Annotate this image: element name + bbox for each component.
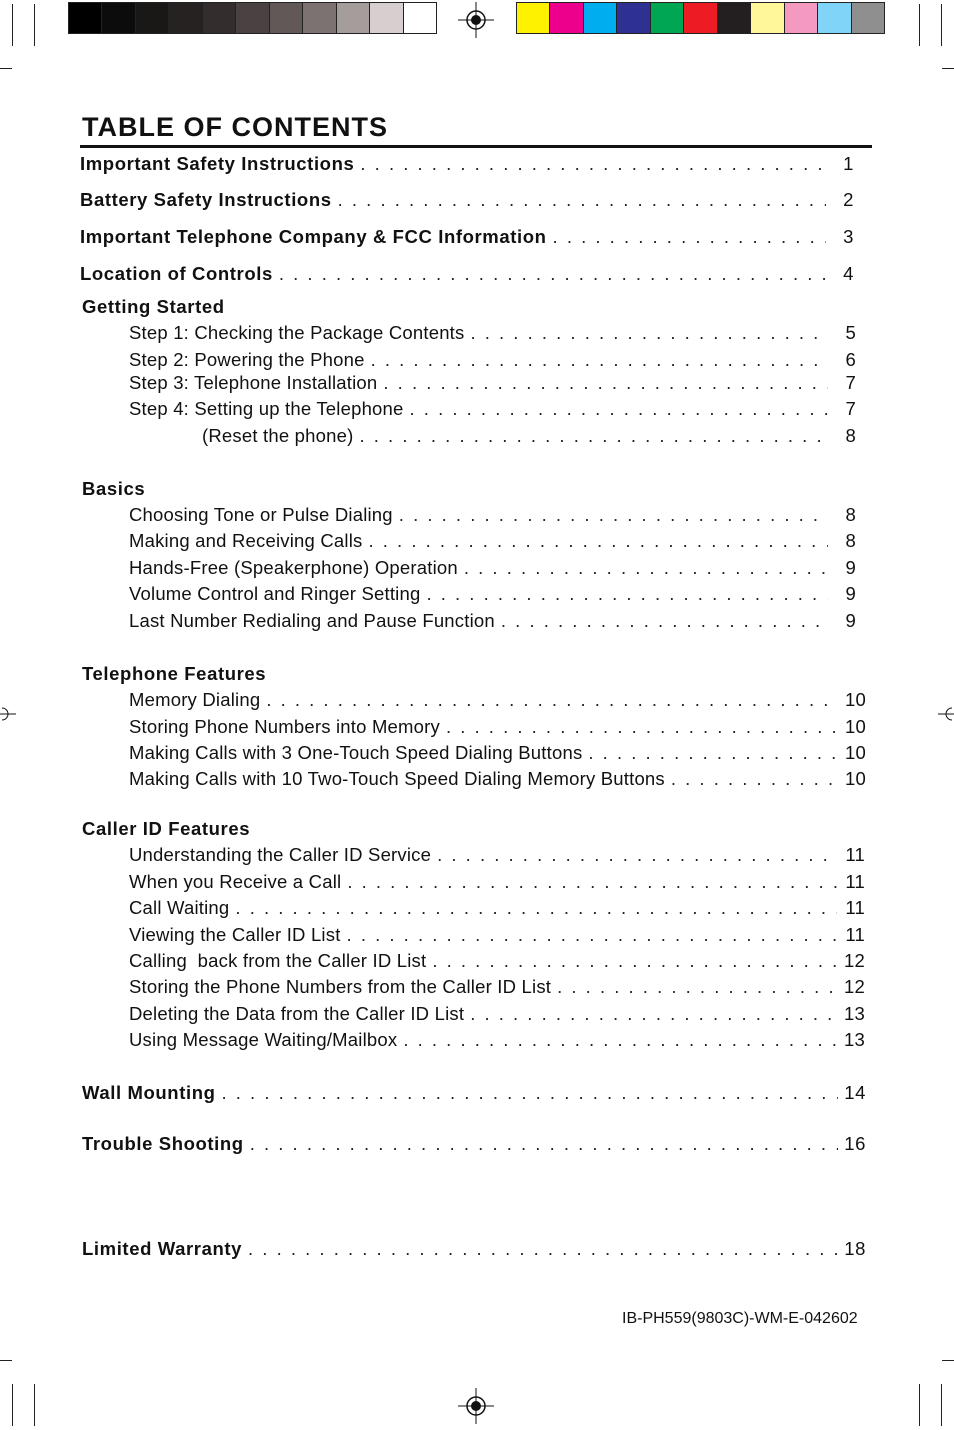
- toc-page-number: 11: [845, 871, 865, 892]
- swatch: [751, 3, 784, 33]
- swatch: [785, 3, 818, 33]
- toc-entry-wall-mounting[interactable]: [82, 1081, 866, 1105]
- swatch: [718, 3, 751, 33]
- toc-entry[interactable]: [129, 348, 856, 372]
- leader-dots: [501, 609, 828, 633]
- leader-dots: [338, 188, 826, 212]
- toc-entry[interactable]: [129, 896, 865, 920]
- toc-entry-label: Making and Receiving Calls: [129, 530, 363, 551]
- section-heading-telephone-features: Telephone Features: [82, 663, 267, 684]
- leader-dots: [250, 1132, 838, 1156]
- swatch: [69, 3, 102, 33]
- toc-page-number: 14: [844, 1082, 866, 1103]
- swatch: [337, 3, 370, 33]
- toc-entry[interactable]: [129, 1028, 865, 1052]
- toc-page-number: 9: [845, 610, 856, 631]
- registration-mark-icon: [458, 1388, 494, 1424]
- toc-entry-location-of-controls[interactable]: [80, 262, 854, 286]
- swatch: [270, 3, 303, 33]
- toc-entry-label: Step 3: Telephone Installation: [129, 372, 378, 393]
- leader-dots: [553, 225, 826, 249]
- toc-entry[interactable]: [129, 529, 856, 553]
- toc-page-number: 12: [844, 950, 865, 971]
- toc-entry-trouble-shooting[interactable]: [82, 1132, 866, 1156]
- swatch: [550, 3, 583, 33]
- toc-entry-label: Memory Dialing: [129, 689, 261, 710]
- leader-dots: [557, 975, 837, 999]
- swatch: [617, 3, 650, 33]
- toc-page-number: 10: [845, 768, 866, 789]
- toc-page-number: 5: [845, 322, 856, 343]
- process-color-bar: [516, 2, 885, 34]
- grayscale-color-bar: [68, 2, 437, 34]
- toc-entry-label: Step 1: Checking the Package Contents: [129, 322, 465, 343]
- toc-entry[interactable]: [129, 1002, 865, 1026]
- section-heading-basics: Basics: [82, 478, 146, 499]
- crop-mark: [941, 4, 942, 46]
- toc-entry[interactable]: [129, 688, 866, 712]
- toc-page-number: 11: [845, 897, 865, 918]
- toc-entry-label: Battery Safety Instructions: [80, 189, 332, 210]
- toc-page-number: 8: [845, 425, 856, 446]
- toc-entry-label: When you Receive a Call: [129, 871, 342, 892]
- leader-dots: [248, 1237, 838, 1261]
- toc-page-number: 13: [844, 1029, 865, 1050]
- toc-page-number: 9: [845, 583, 856, 604]
- toc-entry[interactable]: [129, 741, 866, 765]
- leader-dots: [347, 870, 837, 894]
- swatch: [303, 3, 336, 33]
- page-title: TABLE OF CONTENTS: [82, 112, 388, 142]
- toc-entry-label: Hands-Free (Speakerphone) Operation: [129, 557, 458, 578]
- crop-mark: [12, 4, 13, 46]
- toc-entry-label: Call Waiting: [129, 897, 230, 918]
- toc-entry[interactable]: [129, 582, 856, 606]
- toc-page-number: 11: [845, 924, 865, 945]
- swatch: [651, 3, 684, 33]
- swatch: [102, 3, 135, 33]
- swatch: [370, 3, 403, 33]
- toc-entry[interactable]: [129, 371, 856, 395]
- toc-entry-label: Calling back from the Caller ID List: [129, 950, 427, 971]
- leader-dots: [403, 1028, 837, 1052]
- toc-entry-safety[interactable]: [80, 152, 854, 176]
- toc-entry-label: Understanding the Caller ID Service: [129, 844, 432, 865]
- toc-page-number: 10: [845, 742, 866, 763]
- toc-entry-label: Making Calls with 3 One-Touch Speed Dialing Buttons: [129, 742, 583, 763]
- swatch: [852, 3, 884, 33]
- toc-page-number: 16: [844, 1133, 866, 1154]
- crop-mark: [919, 4, 920, 46]
- toc-entry-label: Step 2: Powering the Phone: [129, 349, 365, 370]
- side-registration-mark-icon: [938, 706, 954, 722]
- crop-mark: [0, 1360, 12, 1361]
- toc-entry[interactable]: [202, 424, 856, 448]
- toc-entry-label: Viewing the Caller ID List: [129, 924, 341, 945]
- crop-mark: [919, 1384, 920, 1426]
- toc-page-number: 1: [843, 153, 854, 174]
- leader-dots: [368, 529, 828, 553]
- leader-dots: [383, 371, 828, 395]
- registration-mark-icon: [458, 2, 494, 38]
- leader-dots: [222, 1081, 839, 1105]
- toc-entry-battery-safety[interactable]: [80, 188, 854, 212]
- toc-entry[interactable]: [129, 975, 865, 999]
- leader-dots: [347, 923, 837, 947]
- toc-entry[interactable]: [129, 870, 865, 894]
- leader-dots: [410, 397, 828, 421]
- swatch: [404, 3, 436, 33]
- toc-page-number: 4: [843, 263, 854, 284]
- toc-entry-label: (Reset the phone): [202, 425, 354, 446]
- swatch: [684, 3, 717, 33]
- swatch: [236, 3, 269, 33]
- toc-entry-label: Choosing Tone or Pulse Dialing: [129, 504, 393, 525]
- toc-entry-label: Limited Warranty: [82, 1238, 243, 1259]
- document-code: IB-PH559(9803C)-WM-E-042602: [622, 1310, 858, 1327]
- toc-page-number: 8: [845, 530, 856, 551]
- toc-page-number: 11: [845, 844, 865, 865]
- toc-entry-label: Storing the Phone Numbers from the Caller ID List: [129, 976, 552, 997]
- swatch: [517, 3, 550, 33]
- title-underline: [80, 145, 872, 148]
- toc-entry[interactable]: [129, 767, 866, 791]
- leader-dots: [470, 321, 828, 345]
- toc-entry-label: Last Number Redialing and Pause Function: [129, 610, 495, 631]
- crop-mark: [12, 1384, 13, 1426]
- toc-page-number: 13: [844, 1003, 865, 1024]
- crop-mark: [34, 1384, 35, 1426]
- toc-entry[interactable]: [129, 923, 865, 947]
- leader-dots: [371, 348, 828, 372]
- leader-dots: [671, 767, 838, 791]
- swatch: [203, 3, 236, 33]
- leader-dots: [426, 582, 828, 606]
- toc-page-number: 12: [844, 976, 865, 997]
- toc-entry-label: Location of Controls: [80, 263, 273, 284]
- toc-page-number: 8: [845, 504, 856, 525]
- leader-dots: [360, 152, 826, 176]
- toc-entry-label: Volume Control and Ringer Setting: [129, 583, 421, 604]
- toc-entry[interactable]: [129, 843, 865, 867]
- swatch: [136, 3, 169, 33]
- toc-entry-fcc-information[interactable]: [80, 225, 854, 249]
- leader-dots: [360, 424, 829, 448]
- crop-mark: [941, 1384, 942, 1426]
- toc-page-number: 10: [845, 716, 866, 737]
- crop-mark: [34, 4, 35, 46]
- side-registration-mark-icon: [0, 706, 16, 722]
- swatch: [169, 3, 202, 33]
- toc-entry[interactable]: [129, 503, 856, 527]
- swatch: [818, 3, 851, 33]
- toc-page-number: 18: [844, 1238, 866, 1259]
- crop-mark: [942, 68, 954, 69]
- toc-page-number: 6: [845, 349, 856, 370]
- toc-entry-label: Important Telephone Company & FCC Information: [80, 226, 547, 247]
- toc-page-number: 10: [845, 689, 866, 710]
- swatch: [584, 3, 617, 33]
- toc-entry-label: Step 4: Setting up the Telephone: [129, 398, 404, 419]
- toc-page-number: 7: [845, 398, 856, 419]
- toc-page-number: 3: [843, 226, 854, 247]
- leader-dots: [399, 503, 828, 527]
- crop-mark: [0, 68, 12, 69]
- toc-entry-limited-warranty[interactable]: [82, 1237, 866, 1261]
- leader-dots: [470, 1002, 837, 1026]
- toc-entry[interactable]: [129, 609, 856, 633]
- leader-dots: [266, 688, 838, 712]
- leader-dots: [235, 896, 837, 920]
- toc-entry[interactable]: [129, 397, 856, 421]
- leader-dots: [437, 843, 837, 867]
- section-heading-caller-id-features: Caller ID Features: [82, 818, 251, 839]
- toc-entry-label: Making Calls with 10 Two-Touch Speed Dialing Memory Buttons: [129, 768, 665, 789]
- toc-entry[interactable]: [129, 949, 865, 973]
- toc-entry-label: Storing Phone Numbers into Memory: [129, 716, 440, 737]
- toc-entry[interactable]: [129, 321, 856, 345]
- toc-entry-label: Wall Mounting: [82, 1082, 216, 1103]
- leader-dots: [446, 715, 838, 739]
- leader-dots: [432, 949, 837, 973]
- toc-entry[interactable]: [129, 715, 866, 739]
- toc-page-number: 9: [845, 557, 856, 578]
- leader-dots: [279, 262, 826, 286]
- crop-mark: [942, 1360, 954, 1361]
- toc-entry[interactable]: [129, 556, 856, 580]
- section-heading-getting-started: Getting Started: [82, 296, 225, 317]
- toc-page-number: 7: [845, 372, 856, 393]
- leader-dots: [464, 556, 828, 580]
- toc-entry-label: Using Message Waiting/Mailbox: [129, 1029, 398, 1050]
- toc-entry-label: Trouble Shooting: [82, 1133, 244, 1154]
- toc-entry-label: Deleting the Data from the Caller ID List: [129, 1003, 465, 1024]
- toc-page-number: 2: [843, 189, 854, 210]
- toc-entry-label: Important Safety Instructions: [80, 153, 355, 174]
- leader-dots: [588, 741, 838, 765]
